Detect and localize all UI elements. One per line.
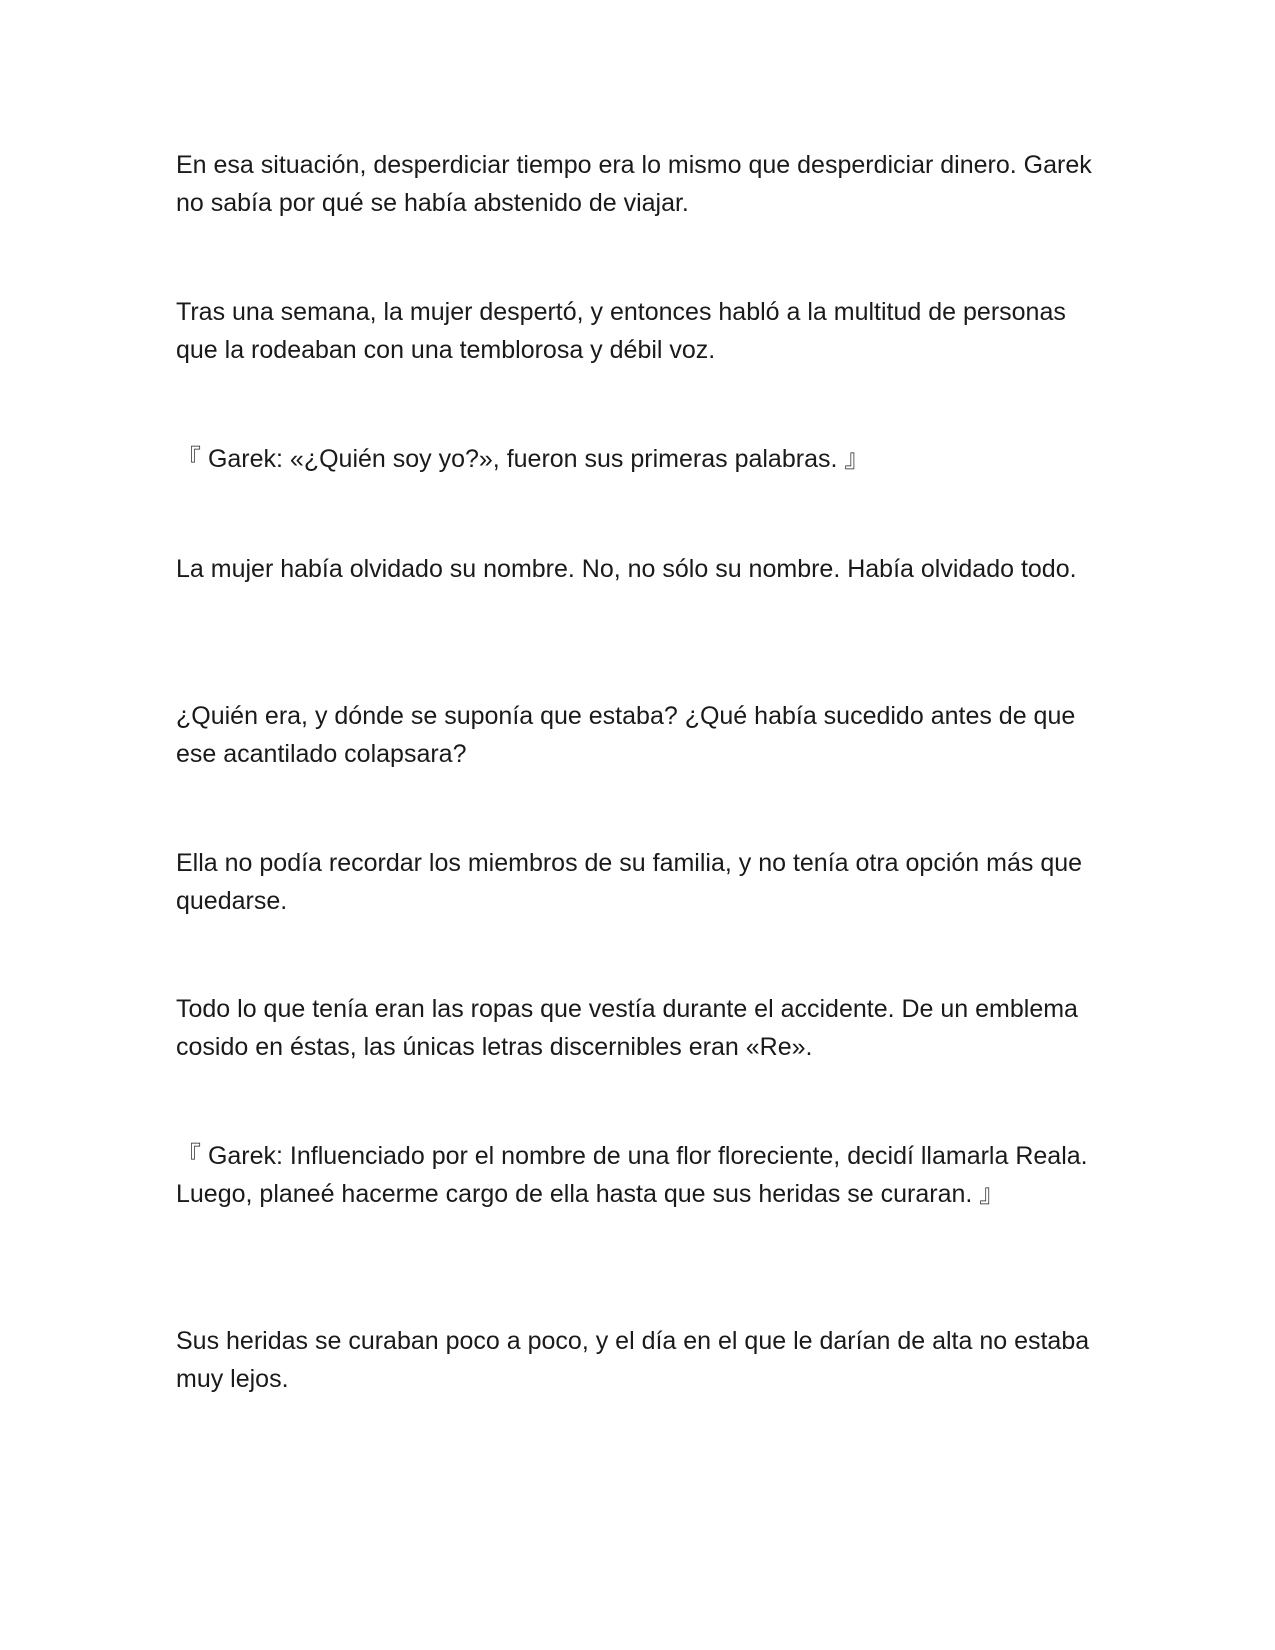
paragraph: La mujer había olvidado su nombre. No, no sólo su nombre. Había olvidado todo. — [176, 555, 1077, 583]
paragraph: Todo lo que tenía eran las ropas que vestía durante el accidente. De un emblema cosido en éstas, las únicas letras discernibles eran «Re». — [176, 995, 1078, 1061]
paragraph: ¿Quién era, y dónde se suponía que estaba? ¿Qué había sucedido antes de que ese acantilado colapsara? — [176, 702, 1076, 768]
paragraph: Ella no podía recordar los miembros de su familia, y no tenía otra opción más que quedarse. — [176, 849, 1083, 915]
dialogue-paragraph: 『 Garek: Influenciado por el nombre de una flor floreciente, decidí llamarla Reala. Luego, planeé hacerme cargo de ella hasta que sus heridas se curaran. 』 — [176, 1142, 1088, 1208]
paragraph: Tras una semana, la mujer despertó, y entonces habló a la multitud de personas que la rodeaban con una temblorosa y débil voz. — [176, 298, 1066, 364]
paragraph: Sus heridas se curaban poco a poco, y el día en el que le darían de alta no estaba muy lejos. — [176, 1327, 1090, 1393]
dialogue-paragraph: 『 Garek: «¿Quién soy yo?», fueron sus primeras palabras. 』 — [176, 445, 870, 473]
paragraph: En esa situación, desperdiciar tiempo era lo mismo que desperdiciar dinero. Garek no sabía por qué se había abstenido de viajar. — [176, 151, 1092, 217]
